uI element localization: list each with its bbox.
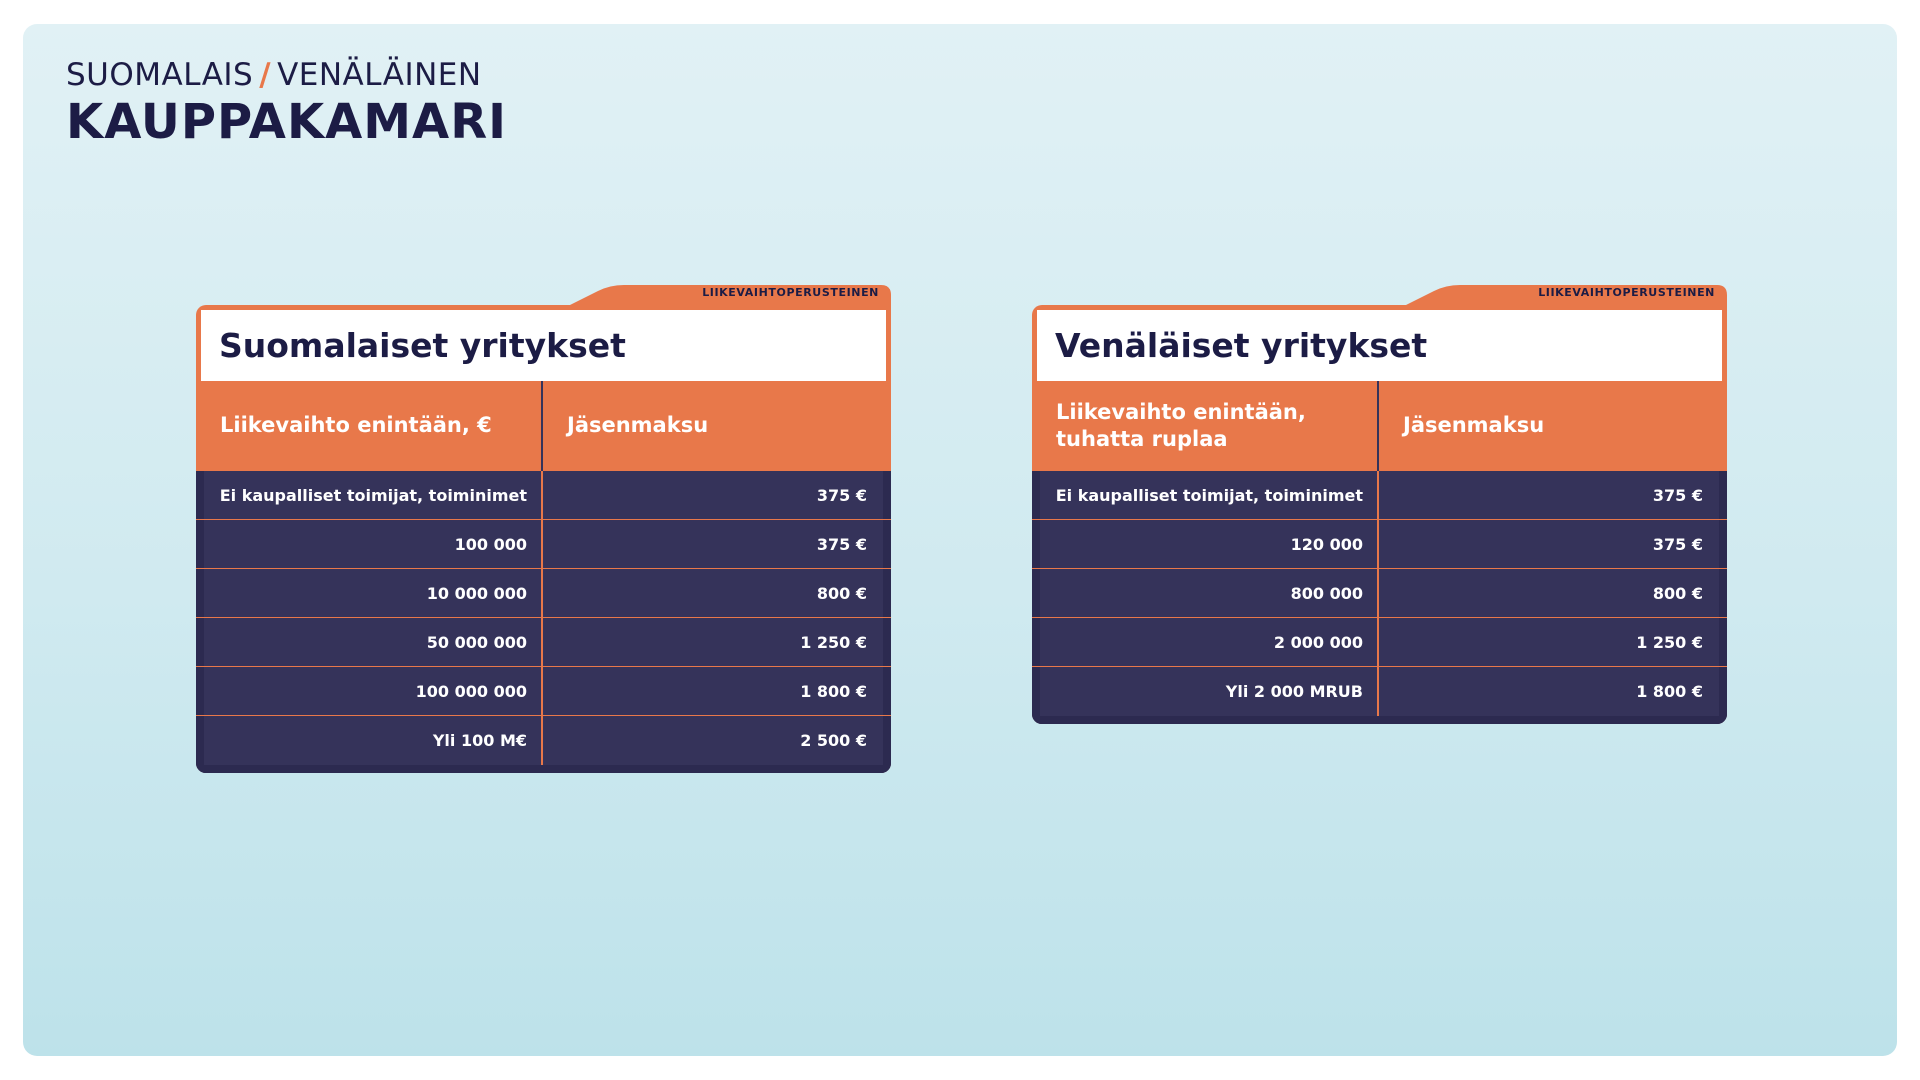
fee-cell: 375 € bbox=[1652, 534, 1703, 554]
fee-cell: 1 800 € bbox=[800, 681, 867, 701]
fee-cell: 800 € bbox=[816, 583, 867, 603]
table-title-box bbox=[201, 310, 886, 381]
logo-text-kauppakamari: KAUPPAKAMARI bbox=[66, 94, 508, 150]
turnover-cell: 50 000 000 bbox=[196, 618, 543, 666]
column-header-fee: Jäsenmaksu bbox=[567, 413, 709, 438]
turnover-cell: 100 000 bbox=[196, 520, 543, 568]
table-title-box bbox=[1037, 310, 1722, 381]
turnover-cell: Ei kaupalliset toimijat, toiminimet bbox=[1032, 471, 1379, 519]
table-title: Venäläiset yritykset bbox=[1055, 326, 1428, 365]
fee-cell: 375 € bbox=[1652, 485, 1703, 505]
column-header-turnover: Liikevaihto enintään, € bbox=[196, 381, 543, 471]
logo-text-suomalais: SUOMALAIS bbox=[66, 57, 254, 93]
table-card bbox=[196, 305, 891, 773]
table-body bbox=[1032, 471, 1727, 724]
turnover-cell: Ei kaupalliset toimijat, toiminimet bbox=[196, 471, 543, 519]
table-row bbox=[1032, 618, 1727, 667]
table-row bbox=[196, 716, 891, 765]
folder-tab-label: LIIKEVAIHTOPERUSTEINEN bbox=[702, 286, 879, 299]
table-header-row bbox=[196, 381, 891, 471]
column-header-fee: Jäsenmaksu bbox=[1403, 413, 1545, 438]
turnover-cell: Yli 100 M€ bbox=[196, 716, 543, 765]
turnover-cell: 100 000 000 bbox=[196, 667, 543, 715]
table-row bbox=[1032, 667, 1727, 716]
logo-text-venalainen: VENÄLÄINEN bbox=[277, 57, 482, 93]
table-card bbox=[1032, 305, 1727, 724]
turnover-cell: 800 000 bbox=[1032, 569, 1379, 617]
fee-cell: 375 € bbox=[816, 534, 867, 554]
folder-tab-label: LIIKEVAIHTOPERUSTEINEN bbox=[1538, 286, 1715, 299]
logo-slash: / bbox=[259, 57, 272, 93]
logo bbox=[66, 57, 508, 150]
table-row bbox=[196, 520, 891, 569]
table-row bbox=[196, 618, 891, 667]
table-row bbox=[1032, 471, 1727, 520]
fee-cell: 1 250 € bbox=[800, 632, 867, 652]
table-row bbox=[196, 667, 891, 716]
table-row bbox=[1032, 520, 1727, 569]
fee-cell: 1 250 € bbox=[1636, 632, 1703, 652]
turnover-cell: 120 000 bbox=[1032, 520, 1379, 568]
table-row bbox=[196, 569, 891, 618]
column-header-turnover: Liikevaihto enintään, tuhatta ruplaa bbox=[1032, 381, 1379, 471]
turnover-cell: 2 000 000 bbox=[1032, 618, 1379, 666]
table-row bbox=[1032, 569, 1727, 618]
logo-line1 bbox=[66, 57, 507, 93]
table-header-row bbox=[1032, 381, 1727, 471]
fee-cell: 375 € bbox=[816, 485, 867, 505]
fee-cell: 800 € bbox=[1652, 583, 1703, 603]
fee-cell: 2 500 € bbox=[800, 731, 867, 750]
table-body bbox=[196, 471, 891, 773]
turnover-cell: 10 000 000 bbox=[196, 569, 543, 617]
table-row bbox=[196, 471, 891, 520]
table-title: Suomalaiset yritykset bbox=[219, 326, 626, 365]
fee-cell: 1 800 € bbox=[1636, 682, 1703, 701]
background-panel bbox=[23, 24, 1897, 1056]
turnover-cell: Yli 2 000 MRUB bbox=[1032, 667, 1379, 716]
